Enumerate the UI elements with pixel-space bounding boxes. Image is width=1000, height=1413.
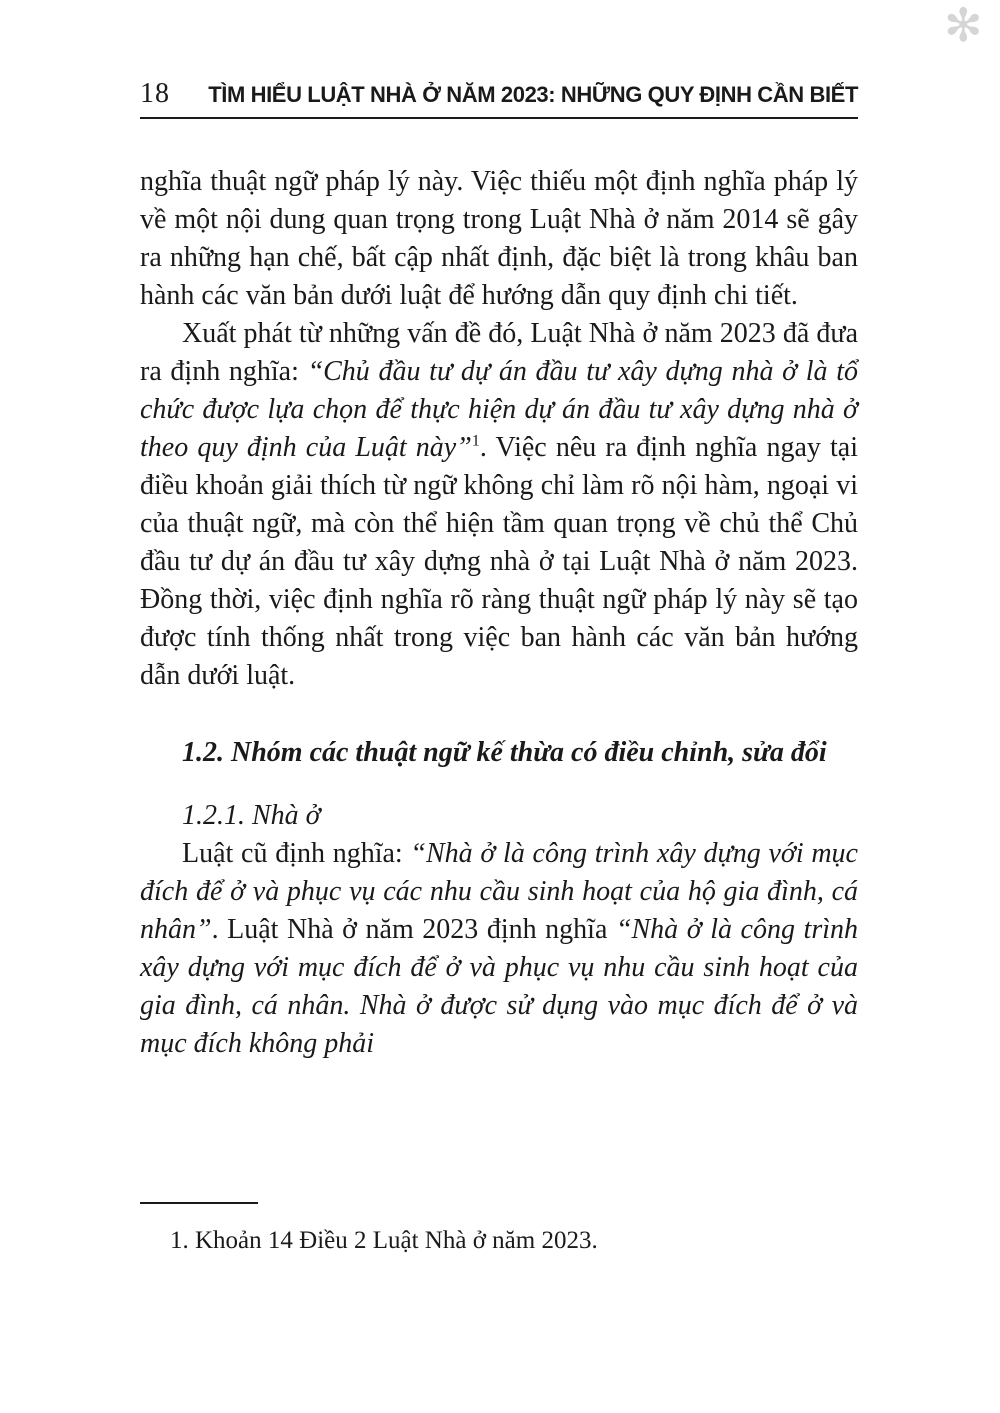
para3-lead: Luật cũ định nghĩa: [182, 838, 411, 869]
subsection-heading-1-2-1: 1.2.1. Nhà ở [182, 800, 321, 831]
para2-lead: Xuất phát từ những vấn đề đó, Luật Nhà ở năm 2023 đã đưa ra định nghĩa: [140, 318, 858, 387]
flower-ornament-icon: ✻ [944, 0, 983, 52]
para3-old-law-quote: “Nhà ở là công trình xây dựng với mục đích để ở và phục vụ các nhu cầu sinh hoạt của hộ gia đình, cá nhân” [140, 838, 858, 945]
page-content [140, 78, 858, 1063]
para2-rest: . Việc nêu ra định nghĩa ngay tại điều khoản giải thích từ ngữ không chỉ làm rõ nội hàm, ngoại vi của thuật ngữ, mà còn thể hiện tầm quan trọng về chủ thể Chủ đầu tư dự án đầu tư xây dựng nhà ở tại Luật Nhà ở năm 2023. Đồng thời, việc định nghĩa rõ ràng thuật ngữ pháp lý này sẽ tạo được tính thống nhất trong việc ban hành các văn bản hướng dẫn dưới luật. [140, 432, 858, 691]
paragraph-nha-o [140, 835, 858, 1063]
footnote-rule [140, 1202, 258, 1204]
section-heading-1-2: 1.2. Nhóm các thuật ngữ kế thừa có điều chỉnh, sửa đổi [182, 737, 827, 768]
running-title: TÌM HIỂU LUẬT NHÀ Ở NĂM 2023: NHỮNG QUY ĐỊNH CẦN BIẾT [208, 82, 858, 107]
paragraph-continuation: nghĩa thuật ngữ pháp lý này. Việc thiếu một định nghĩa pháp lý về một nội dung quan trọng trong Luật Nhà ở năm 2014 sẽ gây ra những hạn chế, bất cập nhất định, đặc biệt là trong khâu ban hành các văn bản dưới luật để hướng dẫn quy định chi tiết. [140, 166, 858, 311]
header-rule [140, 117, 858, 119]
page-header [140, 78, 858, 110]
para2-quoted-definition: “Chủ đầu tư dự án đầu tư xây dựng nhà ở là tổ chức được lựa chọn để thực hiện dự án đầu tư xây dựng nhà ở theo quy định của Luật này” [140, 356, 858, 463]
paragraph-definition [140, 315, 858, 695]
footnote-text: 1. Khoản 14 Điều 2 Luật Nhà ở năm 2023. [170, 1227, 598, 1254]
para3-middle: . Luật Nhà ở năm 2023 định nghĩa [211, 914, 616, 945]
footnote-reference: 1 [471, 431, 480, 450]
page-number: 18 [140, 78, 170, 109]
body-text [140, 163, 858, 1063]
footnote-area [140, 1202, 858, 1258]
para3-new-law-quote: “Nhà ở là công trình xây dựng với mục đích để ở và phục vụ nhu cầu sinh hoạt của gia đình, cá nhân. Nhà ở được sử dụng vào mục đích để ở và mục đích không phải [140, 914, 858, 1059]
